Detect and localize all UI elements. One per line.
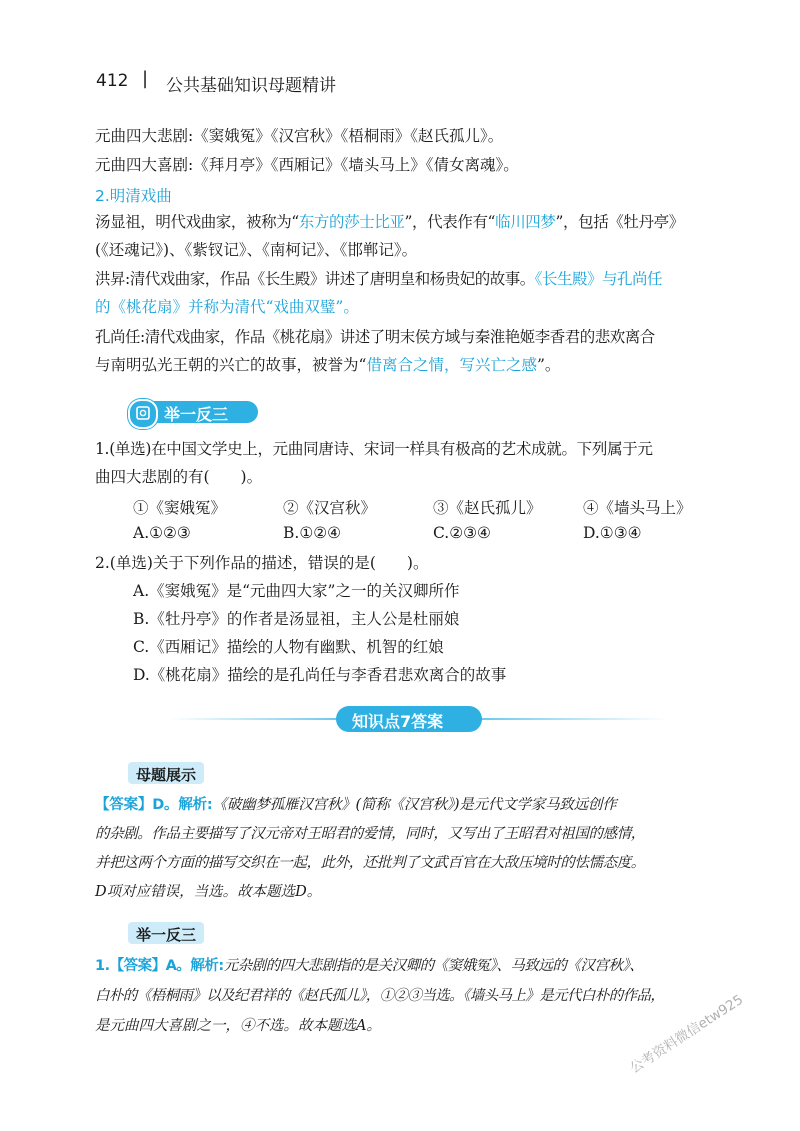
divider-line-right [478, 718, 668, 720]
answer-text: 《破幽梦孤雁汉宫秋》(简称《汉宫秋》)是元代文学家马致远创作 [212, 797, 617, 813]
book-icon [128, 399, 158, 429]
mother-answer-line-2: 的杂剧。作品主要描写了汉元帝对王昭君的爱情，同时，又写出了王昭君对祖国的感情， [95, 826, 645, 842]
text-span: ”，包括《牡丹亭》 [555, 213, 684, 231]
highlight-span: 借离合之情，写兴亡之感 [366, 356, 537, 374]
mother-tag-label: 母题展示 [136, 766, 197, 784]
page-number: 412 [96, 71, 129, 91]
tang-xianzu-works: (《还魂记》)、《紫钗记》、《南柯记》、《邯郸记》。 [95, 241, 418, 259]
q1-item-1: ①《窦娥冤》 [133, 499, 227, 517]
q1-stem-2: 曲四大悲剧的有( )。 [95, 468, 263, 486]
practice-answer-line-3: 是元曲四大喜剧之一，④不选。故本题选A。 [95, 1018, 381, 1034]
practice-badge [128, 399, 258, 425]
kong-shangren-para: 孔尚任:清代戏曲家，作品《桃花扇》讲述了明末侯方域与秦淮艳姬李香君的悲欢离合 [95, 328, 655, 346]
q2-option-b[interactable]: B.《牡丹亭》的作者是汤显祖，主人公是杜丽娘 [133, 610, 460, 628]
watermark: 公考资料微信etw925 [627, 991, 747, 1077]
divider-line-left [170, 718, 340, 720]
q1-item-4: ④《墙头马上》 [583, 499, 692, 517]
q1-item-3: ③《赵氏孤儿》 [433, 499, 542, 517]
badge-label: 举一反三 [164, 405, 229, 424]
q1-option-b[interactable]: B.①②④ [283, 524, 342, 542]
text-span: ”。 [536, 356, 561, 374]
answer-key: 【答案】D。解析: [95, 797, 213, 813]
answer-key: 1.【答案】A。解析: [95, 958, 224, 974]
q1-item-2: ②《汉宫秋》 [283, 499, 377, 517]
header-separator: | [142, 68, 149, 89]
answer-text: 元杂剧的四大悲剧指的是关汉卿的《窦娥冤》、马致远的《汉宫秋》、 [223, 958, 644, 974]
text-span: 汤显祖，明代戏曲家，被称为“ [95, 213, 299, 231]
mother-answer-line-4: D项对应错误，当选。故本题选D。 [95, 884, 322, 900]
highlight-span: 东方的莎士比亚 [298, 213, 405, 231]
tang-xianzu-para [95, 211, 684, 233]
yuan-tragedies-line: 元曲四大悲剧:《窦娥冤》《汉宫秋》《梧桐雨》《赵氏孤儿》。 [95, 127, 504, 145]
section-heading-ming-qing: 2.明清戏曲 [95, 187, 172, 205]
kong-shangren-para-2 [95, 354, 560, 376]
mother-answer-line-1 [95, 794, 617, 816]
hong-sheng-para [95, 268, 662, 290]
text-span: 洪昇:清代戏曲家，作品《长生殿》讲述了唐明皇和杨贵妃的故事。 [95, 270, 535, 288]
mother-answer-line-3: 并把这两个方面的描写交织在一起，此外，还批判了文武百官在大敌压境时的怯懦态度。 [95, 855, 645, 871]
highlight-span: 临川四梦 [495, 213, 556, 231]
q1-option-c[interactable]: C.②③④ [433, 524, 491, 542]
practice-answer-line-2: 白朴的《梧桐雨》以及纪君祥的《赵氏孤儿》，①②③当选。《墙头马上》是元代白朴的作品， [95, 988, 665, 1004]
text-span: ”，代表作有“ [404, 213, 496, 231]
book-title: 公共基础知识母题精讲 [166, 76, 336, 96]
text-span: 与南明弘光王朝的兴亡的故事，被誉为“ [95, 356, 367, 374]
q1-option-a[interactable]: A.①②③ [133, 524, 191, 542]
q1-stem: 1.(单选)在中国文学史上，元曲同唐诗、宋词一样具有极高的艺术成就。下列属于元 [95, 440, 653, 458]
practice-answer-line-1 [95, 955, 643, 977]
practice-tag-label: 举一反三 [136, 926, 197, 944]
q2-stem: 2.(单选)关于下列作品的描述，错误的是( )。 [95, 554, 429, 572]
q1-option-d[interactable]: D.①③④ [583, 524, 642, 542]
hong-sheng-highlight: 的《桃花扇》并称为清代“戏曲双璧”。 [95, 298, 359, 316]
highlight-span: 《长生殿》与孔尚任 [534, 270, 662, 288]
q2-option-a[interactable]: A.《窦娥冤》是“元曲四大家”之一的关汉卿所作 [133, 582, 460, 600]
yuan-comedies-line: 元曲四大喜剧:《拜月亭》《西厢记》《墙头马上》《倩女离魂》。 [95, 156, 519, 174]
answer-divider-label: 知识点7答案 [352, 712, 444, 731]
q2-option-c[interactable]: C.《西厢记》描绘的人物有幽默、机智的红娘 [133, 638, 444, 656]
q2-option-d[interactable]: D.《桃花扇》描绘的是孔尚任与李香君悲欢离合的故事 [133, 666, 507, 684]
